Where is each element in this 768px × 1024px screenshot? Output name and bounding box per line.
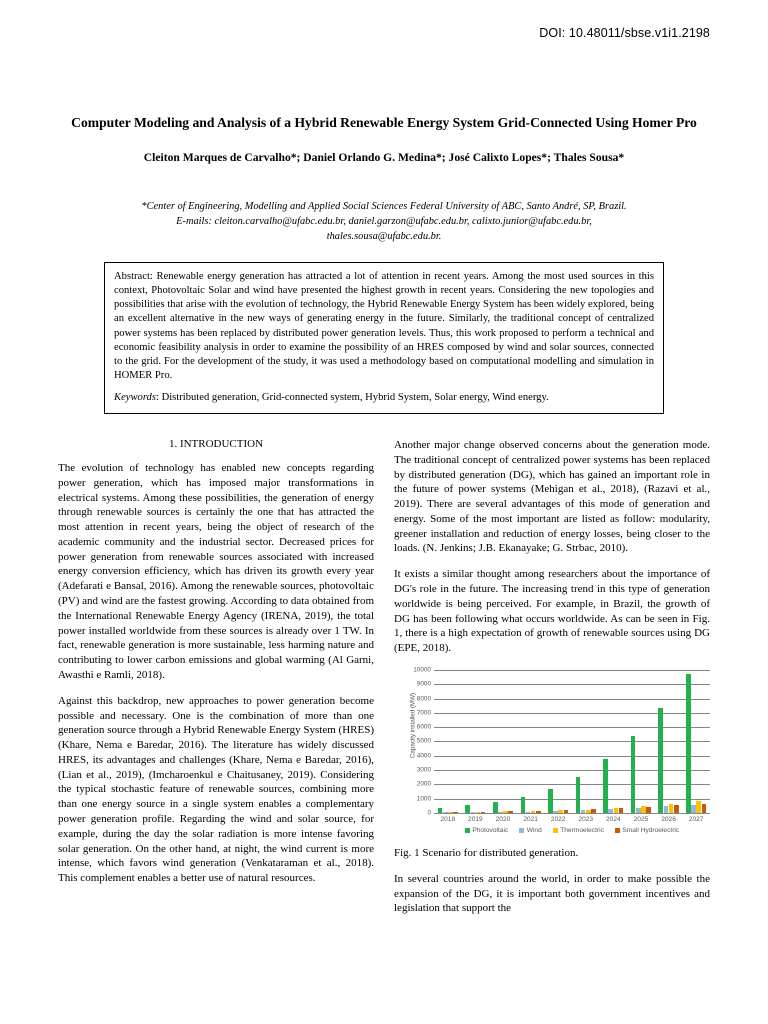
bar-chart [394,666,710,838]
chart-bar-group [517,670,545,813]
chart-bar [702,804,707,813]
chart-bar-groups [434,670,710,813]
chart-x-tick: 2026 [661,815,676,823]
chart-y-tick: 5000 [416,737,431,745]
chart-bar [438,808,443,813]
chart-bar [614,808,619,813]
chart-bar [641,806,646,813]
chart-legend-swatch [519,828,524,833]
chart-y-tick: 7000 [416,709,431,717]
author-list: Cleiton Marques de Carvalho*; Daniel Orlando G. Medina*; José Calixto Lopes*; Thales Sousa* [143,151,625,165]
right-column [394,438,710,927]
chart-legend-label: Thermoelectric [560,826,604,834]
chart-bar [564,810,569,813]
chart-x-tick: 2025 [633,815,649,823]
chart-x-tick: 2023 [578,815,594,823]
chart-bar [658,708,663,813]
chart-bar-group [627,670,655,813]
chart-legend-label: Wind [526,826,542,834]
chart-bar-group [682,670,710,813]
chart-y-tick: 4000 [416,752,431,760]
chart-y-tick: 9000 [416,680,431,688]
chart-x-tick: 2024 [606,815,621,823]
chart-legend-swatch [465,828,470,833]
title-block [58,112,710,166]
chart-bar [669,804,674,813]
chart-x-tick: 2022 [550,815,566,823]
chart-bar [576,777,581,813]
chart-bar [646,807,651,813]
chart-bar [503,811,508,813]
chart-gridline [427,809,710,817]
chart-bar-group [572,670,600,813]
chart-y-tick: 10000 [413,666,431,674]
body-columns [58,438,710,1018]
chart-bar-group [434,670,462,813]
chart-legend-label: Small Hydroelectric [622,826,680,834]
chart-bar [531,811,536,813]
affiliation-line-1: *Center of Engineering, Modelling and Applied Social Sciences Federal University of ABC, Santo André, SP, Brazil. [141,201,627,212]
chart-y-axis-label: Capacity installed (MW) [409,692,417,759]
chart-y-tick: 1000 [416,795,431,803]
chart-x-tick: 2027 [688,815,704,823]
chart-bar [553,811,558,813]
chart-legend-swatch [615,828,620,833]
chart-bar [443,812,448,813]
chart-bar [674,805,679,813]
chart-bar [481,812,486,813]
left-column [58,438,374,897]
chart-legend-item [553,827,604,834]
chart-legend-item [465,827,508,834]
chart-bar [586,810,591,813]
chart-bar [465,805,470,813]
chart-bar [691,805,696,813]
figure-1 [394,666,710,861]
chart-bar [526,812,531,813]
chart-x-tick: 2019 [468,815,483,823]
chart-bar [476,812,481,813]
chart-y-tick: 3000 [416,766,431,774]
chart-legend-swatch [553,828,558,833]
chart-x-tick: 2018 [440,815,456,823]
chart-bar [591,809,596,813]
right-paragraph-1: Another major change observed concerns about the generation mode. The traditional concept of centralized power systems has been replaced by distributed generation (DG), which has gained an important role in the future of power systems (Mehigan et al., 2018), (Razavi et al., 2019). There are several advantages of this mode of generation and energy. Some of the most important are listed as follow: modularity, greener installation and reduction of energy losses, being closer to the loads. (N. Jenkins; J.B. Ekanayake; G. Strbac, 2010). [394,439,710,555]
chart-bar [636,808,641,813]
chart-bar [558,810,563,813]
chart-x-tick: 2020 [495,815,511,823]
keywords-label: Keywords [114,392,156,404]
chart-bar-group [655,670,683,813]
chart-bar [498,812,503,813]
chart-bar-group [544,670,572,813]
chart-bar [536,811,541,813]
chart-bar [453,812,458,813]
chart-bar [664,806,669,813]
affiliation-block [58,200,710,244]
chart-bar [619,808,624,813]
chart-y-tick: 6000 [416,723,431,731]
affiliation-emails-2: thales.sousa@ufabc.edu.br. [326,230,442,242]
chart-bar-group [489,670,517,813]
right-paragraph-2: It exists a similar thought among researchers about the importance of DG's role in the future. The increasing trend in this type of generation worldwide is being perceived. For example, in Brazil, the growth of DG has been following what occurs worldwide. As can be seen in Fig. 1, there is a high expectation of growth of renewable sources using DG (EPE, 2018). [394,568,710,655]
keywords-text: : Distributed generation, Grid-connected system, Hybrid System, Solar energy, Wind energy. [155,392,549,404]
chart-bar [548,789,553,813]
chart-bar [448,812,453,813]
chart-y-tick: 0 [427,809,431,817]
abstract-box [104,262,664,414]
abstract-text: Abstract: Renewable energy generation has attracted a lot of attention in recent years. Among the most used sources in this context, Photovoltaic Solar and wind have presented the highest growth in recent years. Considering the new topologies and possibilities that arise with the evolution of technology, the Hybrid Renewable Energy System has been widely explored, being an excellent alternative in the new ways of generating energy in the future. Similarly, the traditional concept of centralized power systems has been replaced by distributed power generation levels. Thus, this work proposed to perform a technical and economic feasibility analysis in order to examine the possibility of an HRES composed by wind and solar sources, connected to the grid. For the development of the study, it was used a methodology based on computational modelling and simulation in HOMER Pro. [114,271,654,381]
chart-bar [686,674,691,813]
doi-line: DOI: 10.48011/sbse.v1i1.2198 [539,26,710,40]
chart-legend-item [519,827,542,834]
chart-bar [493,802,498,813]
section-heading-introduction: 1. INTRODUCTION [168,438,264,450]
chart-bar [603,759,608,812]
chart-bar [508,811,513,813]
chart-y-tick: 8000 [416,695,431,703]
chart-bar [696,801,701,813]
chart-x-tick: 2021 [523,815,538,823]
chart-bar-group [462,670,490,813]
chart-y-tick: 2000 [416,780,431,788]
affiliation-emails-1: E-mails: cleiton.carvalho@ufabc.edu.br, daniel.garzon@ufabc.edu.br, calixto.junior@ufabc.edu.br, [176,215,592,227]
chart-bar [608,809,613,813]
chart-bar [521,797,526,813]
chart-legend-label: Photovoltaic [472,826,509,834]
chart-bar-group [600,670,628,813]
chart-x-tick-labels [434,816,710,823]
figure-caption: Fig. 1 Scenario for distributed generation. [394,846,579,859]
left-paragraph-2: Against this backdrop, new approaches to power generation become possible and necessary. One is the combination of more than one generation source through a Hybrid Renewable Energy System (HRES) (Khare, Nema e Baredar, 2016). The literature has widely discussed HRES, its advantages and challenges (Khare, Nema e Baredar, 2016), (Lian et al., 2019), (Imcharoenkul e Chaitusaney, 2019). Considering the typical stochastic feature of renewable sources, combining more than one energy source in a single system enables a complementary power generation profile. Regarding the wind and solar source, for example, during the day the solar radiation is more intense favoring solar generation. On the other hand, at night, the wind current is more intense, which favors wind generation (Venkataraman et al., 2018). This complement enables a better use of natural resources. [58,694,374,885]
right-paragraph-3: In several countries around the world, in order to make possible the expansion of the DG, it is important both government incentives and legislation that support the [394,872,710,915]
page-title: Computer Modeling and Analysis of a Hybrid Renewable Energy System Grid-Connected Using Homer Pro [71,115,697,130]
left-paragraph-1: The evolution of technology has enabled new concepts regarding power generation, which has imposed major transformations in electrical systems. Among these possibilities, the generation of energy through renewable sources is certainly the one that has attracted the most attention in recent years, being the object of research of the academic community and the industrial sector. Decreased prices for power generation from renewable sources associated with increased energy conversion efficiency, which has driven its growth every year (Adefarati e Bansal, 2016). Among the renewable sources, photovoltaic (PV) and wind are the fastest growing. According to data obtained from the International Renewable Energy Agency (IRENA, 2019), the total power installed worldwide from these sources is already over 1 TW. In fact, renewable generation is more sustainable, less harming nature and contributing to lower carbon emissions and global warming (Al Garni, Awasthi e Ramli, 2018). [58,462,374,681]
chart-legend-item [615,827,679,834]
keywords-line [114,391,654,405]
chart-bar [471,812,476,813]
chart-bar [631,736,636,813]
chart-legend [434,827,710,834]
chart-bar [581,810,586,813]
